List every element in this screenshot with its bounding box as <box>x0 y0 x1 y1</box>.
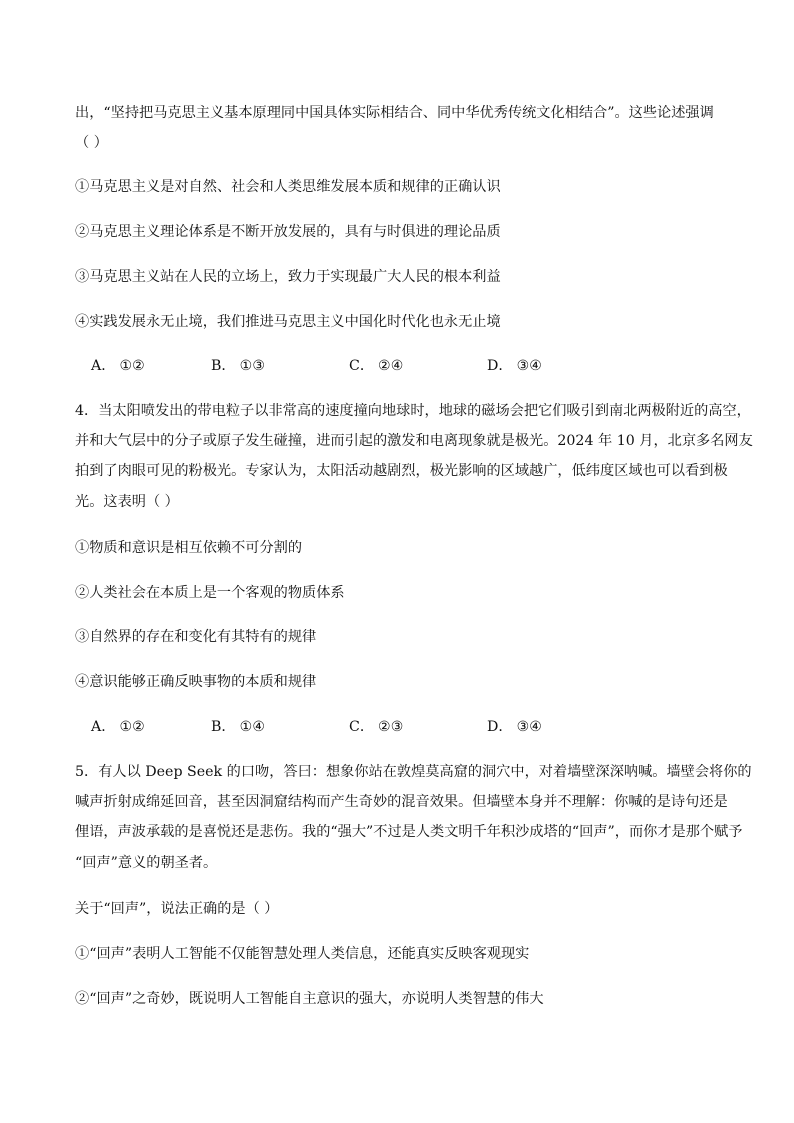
q3-item-1: ①马克思主义是对自然、社会和人类思维发展本质和规律的正确认识 <box>75 179 501 195</box>
q3-option-d[interactable]: D． ③④ <box>487 358 543 374</box>
q5-stem-line-4: “回声”意义的朝圣者。 <box>75 855 218 871</box>
q5-item-2: ②“回声”之奇妙，既说明人工智能自主意识的强大，亦说明人类智慧的伟大 <box>75 991 544 1007</box>
q4-option-a[interactable]: A． ①② <box>91 719 145 735</box>
q4-item-4: ④意识能够正确反映事物的本质和规律 <box>75 674 317 690</box>
q5-stem-line-3: 俚语，声波承载的是喜悦还是悲伤。我的“强大”不过是人类文明千年积沙成塔的“回声”，而你才是那个赋予 <box>75 824 743 840</box>
q5-stem-line-2: 喊声折射成绵延回音，甚至因洞窟结构而产生奇妙的混音效果。但墙壁本身并不理解：你喊的是诗句还是 <box>75 794 728 810</box>
q4-stem-line-1: 4．当太阳喷发出的带电粒子以非常高的速度撞向地球时，地球的磁场会把它们吸引到南北两极附近的高空， <box>75 403 751 419</box>
q4-item-3: ③自然界的存在和变化有其特有的规律 <box>75 629 317 645</box>
q5-stem-line-1: 5．有人以 Deep Seek 的口吻，答曰：想象你站在敦煌莫高窟的洞穴中，对着墙壁深深呐喊。墙壁会将你的 <box>75 764 752 780</box>
q3-item-3: ③马克思主义站在人民的立场上，致力于实现最广大人民的根本利益 <box>75 269 501 285</box>
q3-stem-line-1: 出，“坚持把马克思主义基本原理同中国具体实际相结合、同中华优秀传统文化相结合”。这些论述强调 <box>75 105 714 121</box>
q4-item-2: ②人类社会在本质上是一个客观的物质体系 <box>75 585 345 601</box>
q5-prompt: 关于“回声”，说法正确的是（ ） <box>75 901 279 917</box>
q4-option-d[interactable]: D． ③④ <box>487 719 543 735</box>
q4-stem-line-2: 并和大气层中的分子或原子发生碰撞，进而引起的激发和电离现象就是极光。2024 年 10 月，北京多名网友 <box>75 433 753 449</box>
q3-item-4: ④实践发展永无止境，我们推进马克思主义中国化时代化也永无止境 <box>75 314 501 330</box>
q4-option-c[interactable]: C． ②③ <box>349 719 404 735</box>
q4-stem-line-4: 光。这表明（ ） <box>75 494 179 510</box>
q3-option-c[interactable]: C． ②④ <box>349 358 404 374</box>
q3-option-b[interactable]: B． ①③ <box>211 358 266 374</box>
q4-stem-line-3: 拍到了肉眼可见的粉极光。专家认为，太阳活动越剧烈，极光影响的区域越广，低纬度区域也可以看到极 <box>75 463 728 479</box>
q3-item-2: ②马克思主义理论体系是不断开放发展的，具有与时俱进的理论品质 <box>75 224 501 240</box>
q4-item-1: ①物质和意识是相互依赖不可分割的 <box>75 540 303 556</box>
q3-stem-line-2: （ ） <box>75 135 108 151</box>
q4-option-b[interactable]: B． ①④ <box>211 719 266 735</box>
q5-item-1: ①“回声”表明人工智能不仅能智慧处理人类信息，还能真实反映客观现实 <box>75 946 530 962</box>
q3-option-a[interactable]: A． ①② <box>91 358 145 374</box>
